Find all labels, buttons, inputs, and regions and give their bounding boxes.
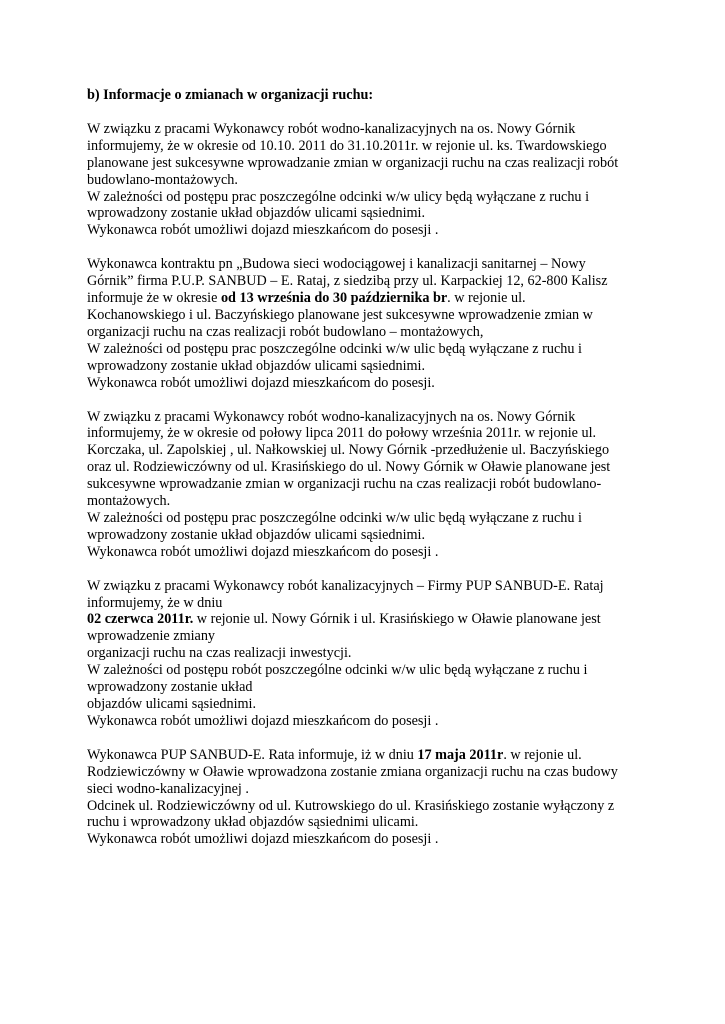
text-line: wprowadzony zostanie układ objazdów ulicami sąsiednimi. xyxy=(87,205,426,222)
text-line: budowlano-montażowych. xyxy=(87,171,238,188)
text-line: Odcinek ul. Rodziewiczówny od ul. Kutrowskiego do ul. Krasińskiego zostanie wyłączony z xyxy=(87,797,615,814)
date-bold: 02 czerwca 2011r. xyxy=(87,611,194,628)
text-run: w rejonie ul. Nowy Górnik i ul. Krasińskiego w Oławie planowane jest xyxy=(193,611,601,628)
text-run: Wykonawca PUP SANBUD-E. Rata informuje, iż w dniu xyxy=(87,746,418,763)
text-line: W związku z pracami Wykonawcy robót wodno-kanalizacyjnych na os. Nowy Górnik xyxy=(87,120,576,137)
text-line: ruchu i wprowadzony układ objazdów sąsiednimi ulicami. xyxy=(87,814,419,831)
text-line xyxy=(87,611,647,628)
text-line: Wykonawca robót umożliwi dojazd mieszkańcom do posesji . xyxy=(87,712,439,729)
text-line: W zależności od postępu prac poszczególne odcinki w/w ulic będą wyłączane z ruchu i xyxy=(87,509,582,526)
text-line: sieci wodno-kanalizacyjnej . xyxy=(87,780,249,797)
document-page xyxy=(87,87,647,865)
text-line: informujemy, że w dniu xyxy=(87,594,223,611)
text-line: wprowadzony zostanie układ objazdów ulicami sąsiednimi. xyxy=(87,357,426,374)
text-run: informuje że w okresie xyxy=(87,290,221,307)
text-line: objazdów ulicami sąsiednimi. xyxy=(87,696,257,712)
text-line: Wykonawca robót umożliwi dojazd mieszkańcom do posesji . xyxy=(87,222,439,239)
paragraph-5 xyxy=(87,747,647,848)
text-line: Wykonawca robót umożliwi dojazd mieszkańcom do posesji . xyxy=(87,543,439,560)
date-range-bold: od 13 września do 30 października br xyxy=(220,290,448,307)
text-line: Górnik” firma P.U.P. SANBUD – E. Rataj, z siedzibą przy ul. Karpackiej 12, 62-800 Kalisz xyxy=(87,273,608,290)
paragraph-4 xyxy=(87,578,647,730)
text-line xyxy=(87,290,647,307)
text-line: W związku z pracami Wykonawcy robót wodno-kanalizacyjnych na os. Nowy Górnik xyxy=(87,408,576,425)
text-line: Kochanowskiego i ul. Baczyńskiego planowane jest sukcesywne wprowadzenie zmian w xyxy=(87,306,593,323)
text-line: oraz ul. Rodziewiczówny od ul. Krasińskiego do ul. Nowy Górnik w Oławie planowane jest xyxy=(87,459,611,476)
paragraph-2 xyxy=(87,256,647,391)
paragraph-1 xyxy=(87,121,647,239)
text-line: W zależności od postępu robót poszczególne odcinki w/w ulic będą wyłączane z ruchu i xyxy=(87,662,588,679)
text-line: Korczaka, ul. Zapolskiej , ul. Nałkowskiej ul. Nowy Górnik -przedłużenie ul. Baczyńskiego xyxy=(87,442,610,459)
text-line: informujemy, że w okresie od połowy lipca 2011 do połowy września 2011r. w rejonie ul. xyxy=(87,425,597,442)
text-line: organizacji ruchu na czas realizacji inwestycji. xyxy=(87,645,352,662)
text-line: organizacji ruchu na czas realizacji robót budowlano – montażowych, xyxy=(87,323,484,340)
text-line: Rodziewiczówny w Oławie wprowadzona zostanie zmiana organizacji ruchu na czas budowy xyxy=(87,763,618,780)
text-line: W związku z pracami Wykonawcy robót kanalizacyjnych – Firmy PUP SANBUD-E. Rataj xyxy=(87,577,604,594)
paragraph-3 xyxy=(87,409,647,561)
section-heading: b) Informacje o zmianach w organizacji ruchu: xyxy=(87,87,374,103)
text-run: . w rejonie ul. xyxy=(503,746,582,763)
text-line: W zależności od postępu prac poszczególne odcinki w/w ulicy będą wyłączane z ruchu i xyxy=(87,188,590,205)
text-line: wprowadzony zostanie układ objazdów ulicami sąsiednimi. xyxy=(87,526,426,543)
text-line: montażowych. xyxy=(87,493,171,510)
text-line: sukcesywne wprowadzanie zmian w organizacji ruchu na czas realizacji robót budowlano- xyxy=(87,476,602,493)
text-line: wprowadzenie zmiany xyxy=(87,628,216,645)
text-line: Wykonawca robót umożliwi dojazd mieszkańcom do posesji . xyxy=(87,831,439,848)
text-line: informujemy, że w okresie od 10.10. 2011 do 31.10.2011r. w rejonie ul. ks. Twardowskiego xyxy=(87,137,607,154)
text-line: planowane jest sukcesywne wprowadzanie zmian w organizacji ruchu na czas realizacji robót xyxy=(87,154,619,171)
date-bold: 17 maja 2011r xyxy=(417,746,504,763)
text-line: W zależności od postępu prac poszczególne odcinki w/w ulic będą wyłączane z ruchu i xyxy=(87,340,582,357)
text-line: Wykonawca robót umożliwi dojazd mieszkańcom do posesji. xyxy=(87,374,435,391)
text-line: Wykonawca kontraktu pn „Budowa sieci wodociągowej i kanalizacji sanitarnej – Nowy xyxy=(87,256,586,273)
text-run: . w rejonie ul. xyxy=(447,290,526,307)
text-line xyxy=(87,747,647,764)
text-line: wprowadzony zostanie układ xyxy=(87,679,253,696)
